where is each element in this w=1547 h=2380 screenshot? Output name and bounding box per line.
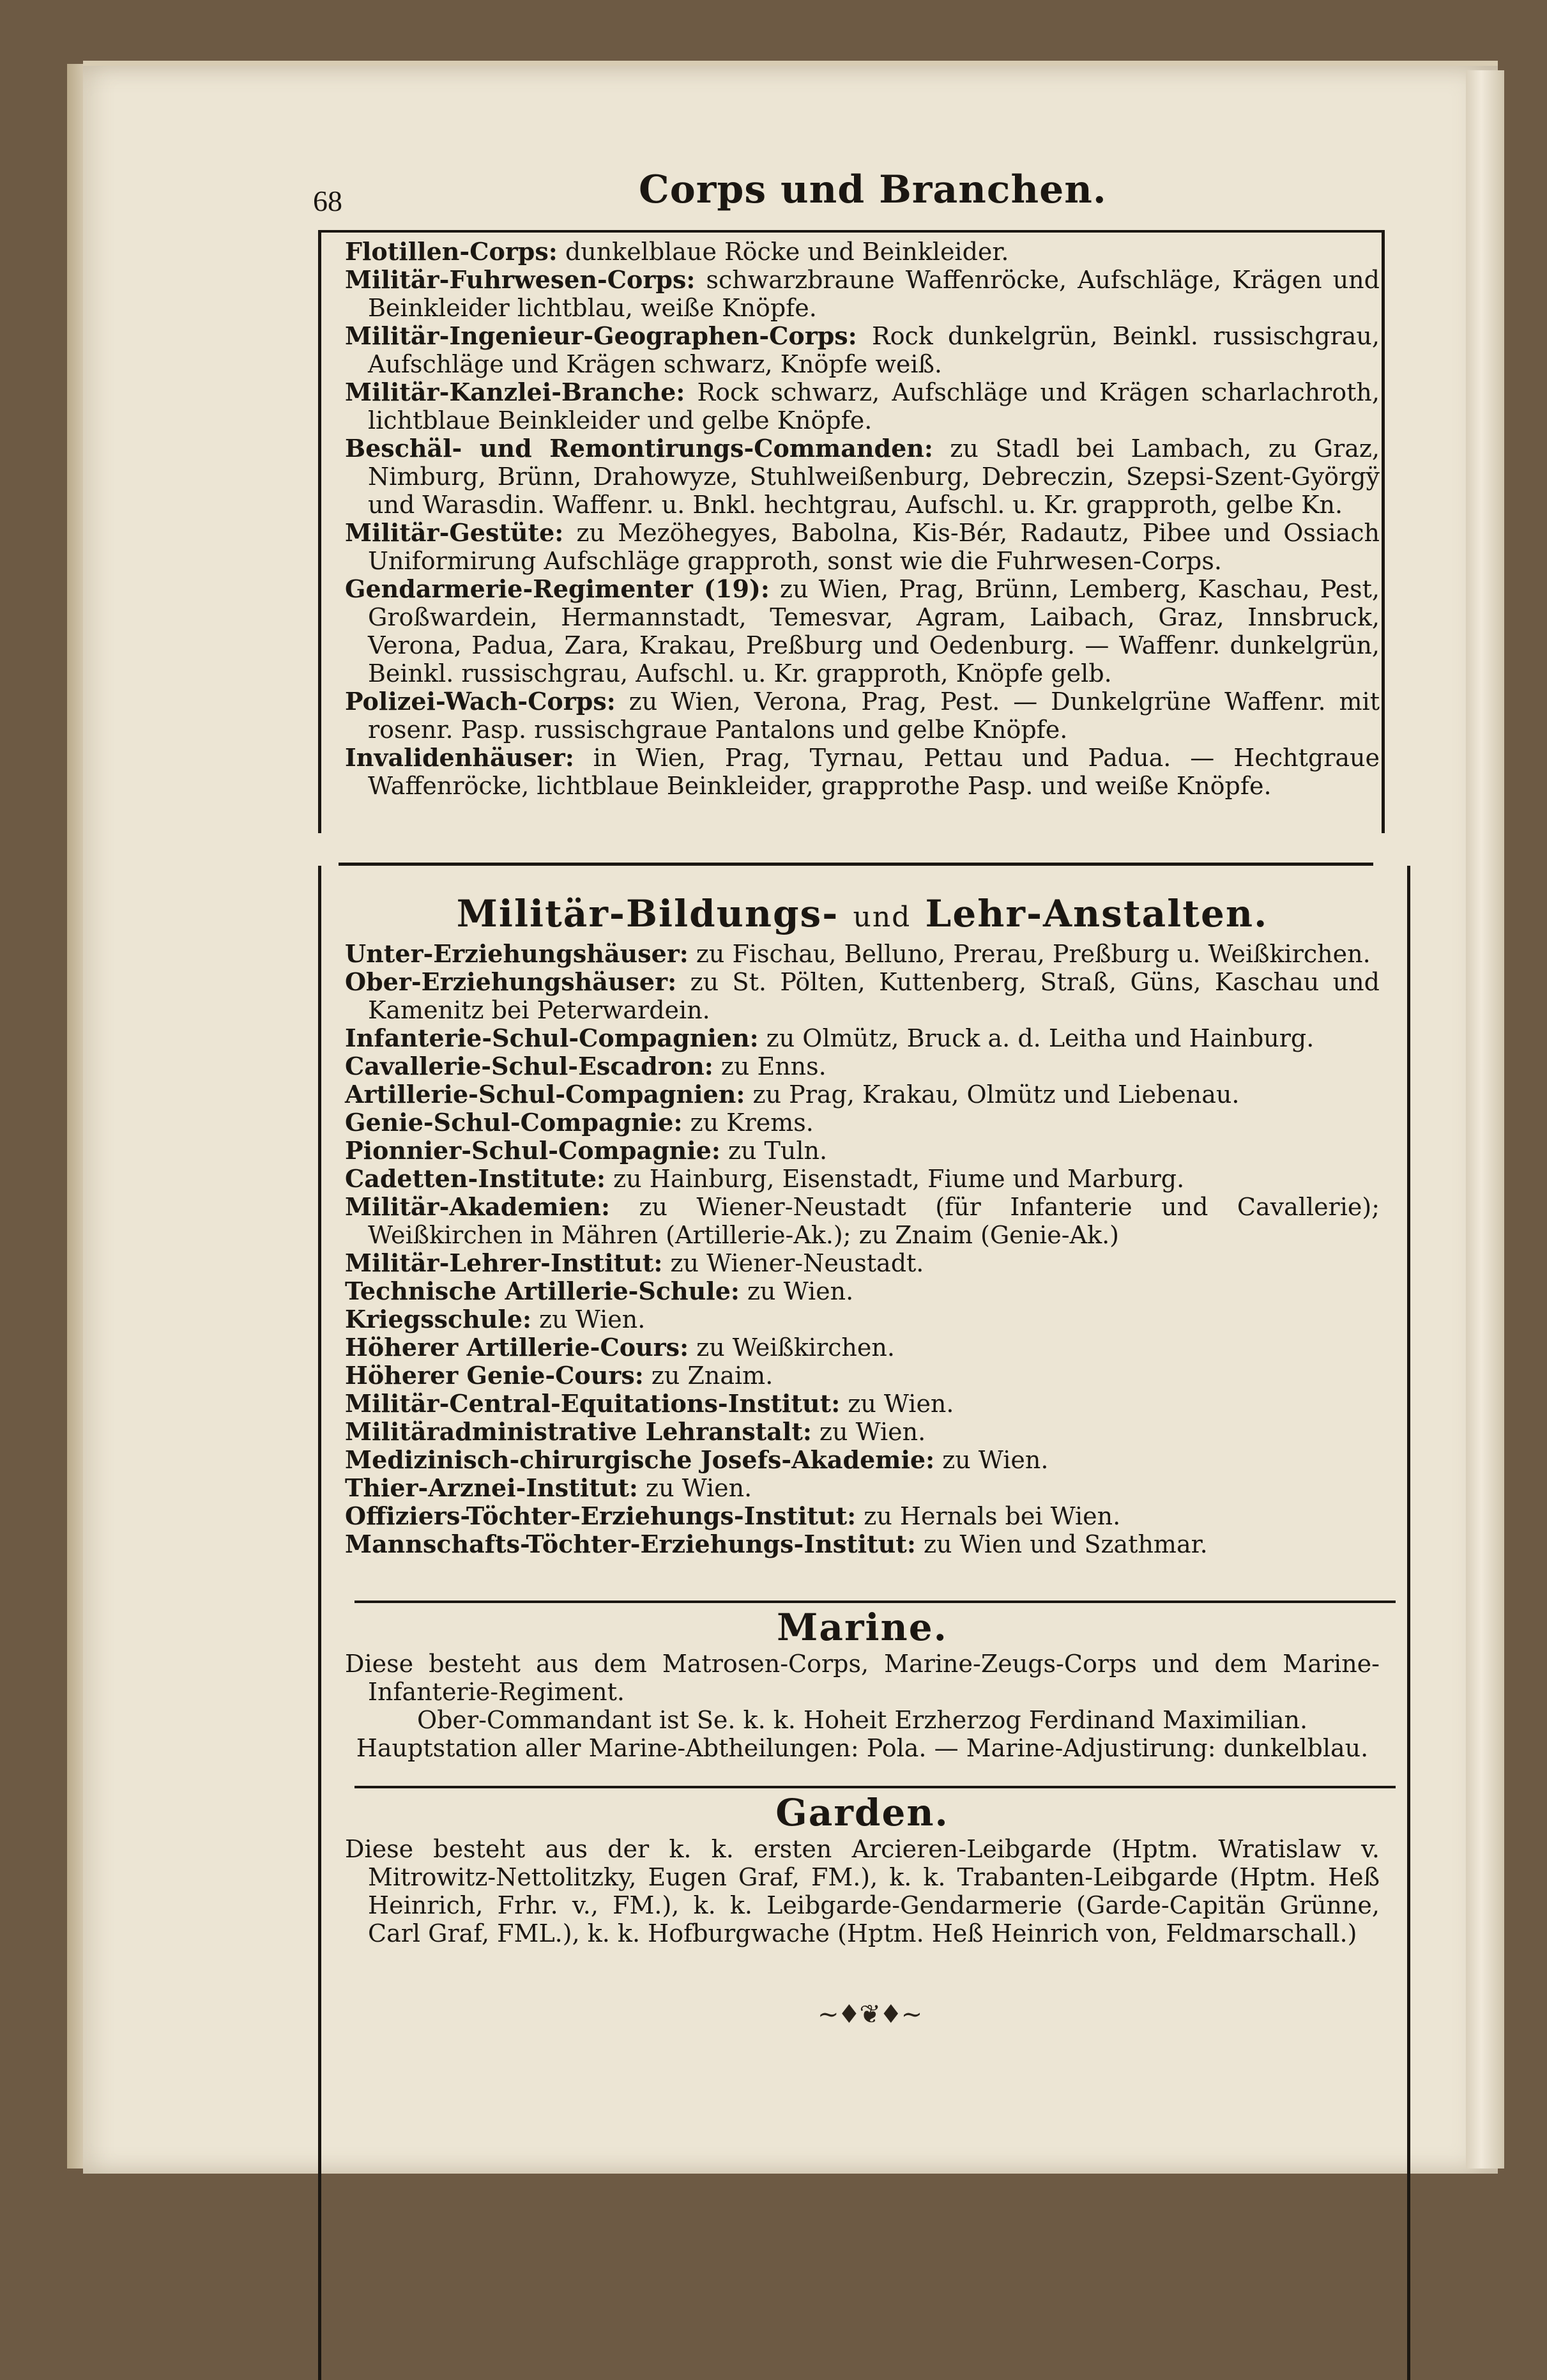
- marine-line3: Hauptstation aller Marine-Abtheilungen: Pola. — Marine-Adjustirung: dunkelblau.: [356, 1734, 1369, 1762]
- list-item: [345, 1080, 1380, 1109]
- garden-text: Diese besteht aus der k. k. ersten Arcieren-Leibgarde (Hptm. Wratislaw v. Mitrowitz-Nettolitzky, Eugen Graf, FM.), k. k. Trabanten-Leibgarde (Hptm. Heß Heinrich, Frhr. v., FM.), k. k. Leibgarde-Gendarmerie (Garde-Capitän Grünne, Carl Graf, FML.), k. k. Hofburgwache (Hptm. Heß Heinrich von, Feldmarschall.): [345, 1835, 1380, 1947]
- entry-keyword: Polizei-Wach-Corps:: [345, 687, 616, 716]
- entry-keyword: Ober-Erziehungshäuser:: [345, 967, 677, 996]
- section3-title: Marine.: [777, 1606, 948, 1649]
- list-item: [345, 1193, 1380, 1249]
- entry-text: zu Wien und Szathmar.: [923, 1530, 1208, 1558]
- section1-corps-list: [345, 238, 1380, 800]
- list-item: [345, 744, 1380, 800]
- entry-text: zu Wien, Verona, Prag, Pest. — Dunkelgrüne Waffenr. mit rosenr. Pasp. russischgraue Pantalons und gelbe Knöpfe.: [368, 687, 1380, 744]
- entry-keyword: Infanterie-Schul-Compagnien:: [345, 1024, 759, 1052]
- entry-text: zu Fischau, Belluno, Prerau, Preßburg u. Weißkirchen.: [696, 940, 1371, 968]
- list-item: [345, 1277, 1380, 1305]
- section4-title: Garden.: [775, 1791, 949, 1834]
- marine-line1: Diese besteht aus dem Matrosen-Corps, Marine-Zeugs-Corps und dem Marine-Infanterie-Regiment.: [345, 1650, 1380, 1706]
- entry-text: zu Hernals bei Wien.: [864, 1502, 1121, 1530]
- entry-keyword: Genie-Schul-Compagnie:: [345, 1108, 683, 1137]
- list-item: [345, 378, 1380, 434]
- entry-text: Rock schwarz, Aufschläge und Krägen scharlachroth, lichtblaue Beinkleider und gelbe Knöpfe.: [368, 378, 1380, 434]
- entry-keyword: Militär-Ingenieur-Geographen-Corps:: [345, 321, 857, 350]
- section2-education: [345, 891, 1380, 1558]
- list-item: [345, 1362, 1380, 1390]
- divider-rule: [354, 1786, 1396, 1788]
- list-item: [345, 968, 1380, 1024]
- entry-keyword: Beschäl- und Remontirungs-Commanden:: [345, 434, 933, 463]
- section2-entries: [345, 940, 1380, 1558]
- entry-keyword: Militär-Kanzlei-Branche:: [345, 378, 685, 406]
- list-item: [345, 322, 1380, 378]
- entry-text: zu Wien.: [848, 1390, 954, 1418]
- entry-text: zu St. Pölten, Kuttenberg, Straß, Güns, Kaschau und Kamenitz bei Peterwardein.: [368, 968, 1380, 1024]
- list-item: [345, 1137, 1380, 1165]
- entry-keyword: Thier-Arznei-Institut:: [345, 1473, 638, 1502]
- entry-keyword: Cadetten-Institute:: [345, 1164, 606, 1193]
- entry-keyword: Flotillen-Corps:: [345, 237, 558, 266]
- section2-title: Militär-Bildungs- und Lehr-Anstalten.: [456, 892, 1269, 935]
- entry-keyword: Gendarmerie-Regimenter (19):: [345, 574, 770, 603]
- entry-text: zu Weißkirchen.: [696, 1333, 895, 1362]
- entry-text: zu Wiener-Neustadt (für Infanterie und Cavallerie); Weißkirchen in Mähren (Artillerie-Ak.); zu Znaim (Genie-Ak.): [368, 1193, 1380, 1249]
- entry-keyword: Militäradministrative Lehranstalt:: [345, 1417, 812, 1446]
- entry-text: zu Wien.: [747, 1277, 854, 1305]
- list-item: [345, 238, 1380, 266]
- entry-text: zu Wien.: [819, 1418, 926, 1446]
- entry-keyword: Artillerie-Schul-Compagnien:: [345, 1080, 745, 1109]
- page-number: 68: [313, 185, 342, 217]
- entry-text: zu Enns.: [720, 1052, 827, 1080]
- list-item: [345, 575, 1380, 687]
- entry-text: zu Wien.: [539, 1305, 646, 1333]
- entry-text: zu Tuln.: [728, 1137, 828, 1165]
- list-item: [345, 1024, 1380, 1052]
- marine-line2: Ober-Commandant ist Se. k. k. Hoheit Erzherzog Ferdinand Maximilian.: [416, 1706, 1308, 1734]
- entry-keyword: Offiziers-Töchter-Erziehungs-Institut:: [345, 1501, 857, 1530]
- entry-keyword: Cavallerie-Schul-Escadron:: [345, 1052, 713, 1080]
- entry-text: zu Wien.: [646, 1474, 752, 1502]
- divider-rule: [354, 1601, 1396, 1603]
- entry-keyword: Militär-Central-Equitations-Institut:: [345, 1389, 841, 1418]
- ornament-divider: ~♦❦♦~: [818, 2000, 922, 2029]
- list-item: [345, 519, 1380, 575]
- entry-text: zu Mezöhegyes, Babolna, Kis-Bér, Radautz, Pibee und Ossiach Uniformirung Aufschläge grapproth, sonst wie die Fuhrwesen-Corps.: [368, 519, 1380, 575]
- list-item: [345, 1333, 1380, 1362]
- entry-keyword: Medizinisch-chirurgische Josefs-Akademie:: [345, 1445, 935, 1474]
- list-item: [345, 1446, 1380, 1474]
- entry-keyword: Technische Artillerie-Schule:: [345, 1277, 740, 1305]
- entry-keyword: Invalidenhäuser:: [345, 743, 574, 772]
- list-item: [345, 266, 1380, 322]
- list-item: [345, 1305, 1380, 1333]
- list-item: [345, 1418, 1380, 1446]
- entry-keyword: Höherer Genie-Cours:: [345, 1361, 644, 1390]
- entry-text: dunkelblaue Röcke und Beinkleider.: [565, 238, 1009, 266]
- entry-text: zu Olmütz, Bruck a. d. Leitha und Hainburg.: [766, 1024, 1315, 1052]
- list-item: [345, 1530, 1380, 1558]
- list-item: [345, 1502, 1380, 1530]
- section4-garden: [345, 1790, 1380, 1947]
- entry-keyword: Militär-Gestüte:: [345, 518, 564, 547]
- entry-text: zu Znaim.: [651, 1362, 774, 1390]
- running-head: Corps und Branchen.: [639, 167, 1107, 212]
- entry-keyword: Höherer Artillerie-Cours:: [345, 1333, 689, 1362]
- list-item: [345, 687, 1380, 744]
- entry-keyword: Unter-Erziehungshäuser:: [345, 939, 689, 968]
- entry-text: zu Prag, Krakau, Olmütz und Liebenau.: [752, 1080, 1240, 1109]
- list-item: [345, 1390, 1380, 1418]
- entry-text: zu Krems.: [690, 1109, 814, 1137]
- entry-keyword: Kriegsschule:: [345, 1305, 532, 1333]
- list-item: [345, 940, 1380, 968]
- entry-text: Rock dunkelgrün, Beinkl. russischgrau, Aufschläge und Krägen schwarz, Knöpfe weiß.: [368, 322, 1380, 378]
- entry-text: in Wien, Prag, Tyrnau, Pettau und Padua. — Hechtgraue Waffenröcke, lichtblaue Beinkleider, grapprothe Pasp. und weiße Knöpfe.: [368, 744, 1380, 800]
- entry-keyword: Militär-Lehrer-Institut:: [345, 1248, 663, 1277]
- list-item: [345, 1109, 1380, 1137]
- entry-text: schwarzbraune Waffenröcke, Aufschläge, Krägen und Beinkleider lichtblau, weiße Knöpfe.: [368, 266, 1380, 322]
- entry-text: zu Stadl bei Lambach, zu Graz, Nimburg, Brünn, Drahowyze, Stuhlweißenburg, Debreczin, Szepsi-Szent-Györgÿ und Warasdin. Waffenr. u. Bnkl. hechtgrau, Aufschl. u. Kr. grapproth, gelbe Kn.: [368, 434, 1380, 519]
- entry-text: zu Wiener-Neustadt.: [670, 1249, 924, 1277]
- entry-text: zu Wien, Prag, Brünn, Lemberg, Kaschau, Pest, Großwardein, Hermannstadt, Temesvar, Agram, Laibach, Graz, Innsbruck, Verona, Padua, Zara, Krakau, Preßburg und Oedenburg. — Waffenr. dunkelgrün, Beinkl. russischgrau, Aufschl. u. Kr. grapproth, Knöpfe gelb.: [368, 575, 1380, 687]
- list-item: [345, 1249, 1380, 1277]
- section3-marine: [345, 1605, 1380, 1762]
- list-item: [345, 434, 1380, 519]
- entry-keyword: Militär-Fuhrwesen-Corps:: [345, 265, 696, 294]
- entry-text: zu Hainburg, Eisenstadt, Fiume und Marburg.: [613, 1165, 1185, 1193]
- entry-keyword: Mannschafts-Töchter-Erziehungs-Institut:: [345, 1530, 916, 1558]
- list-item: [345, 1052, 1380, 1080]
- list-item: [345, 1474, 1380, 1502]
- book-gutter: [1466, 70, 1504, 2169]
- entry-keyword: Militär-Akademien:: [345, 1192, 610, 1221]
- entry-keyword: Pionnier-Schul-Compagnie:: [345, 1136, 720, 1165]
- entry-text: zu Wien.: [942, 1446, 1049, 1474]
- list-item: [345, 1165, 1380, 1193]
